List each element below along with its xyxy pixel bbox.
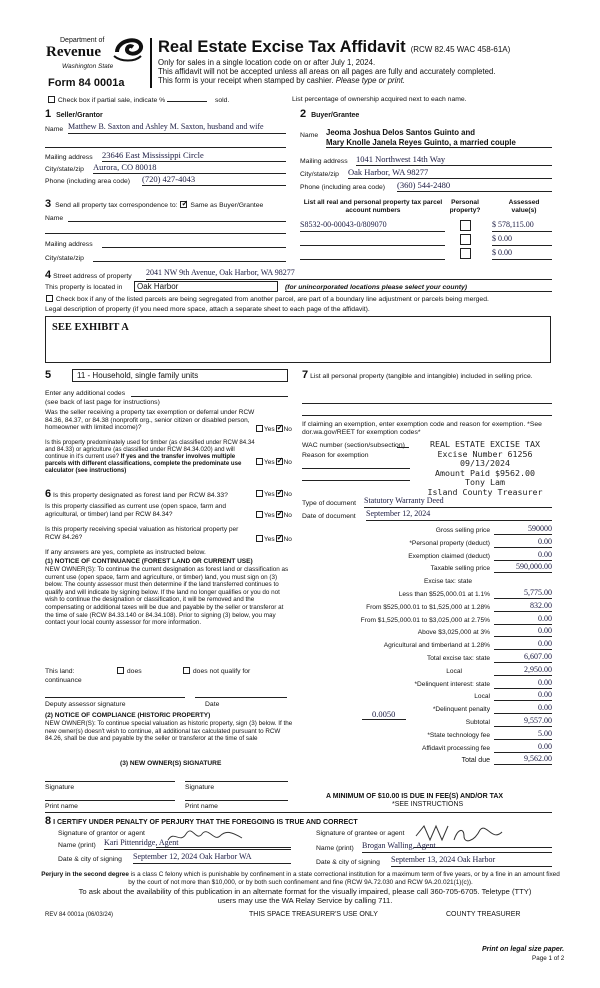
street-row	[45, 269, 132, 281]
deputy-signature-field[interactable]	[45, 697, 185, 698]
legal-description-box[interactable]	[45, 316, 551, 363]
owner-printname-label-2: Print name	[185, 803, 218, 810]
owner-signature-field-2[interactable]	[185, 781, 288, 782]
tax-row-label: Subtotal	[465, 719, 490, 726]
legal-label: Legal description of property (if you need more space, attach a separate sheet to each page of the affidavit).	[45, 306, 370, 313]
timber-no-checkbox[interactable]	[276, 458, 283, 465]
timber-question-note: If yes and the transfer involves multiple parcels with different classifications, complete the predominate use calculator (see instructions)	[45, 453, 242, 474]
notice1-title: (1) NOTICE OF CONTINUANCE (FOREST LAND OR CURRENT USE)	[45, 558, 253, 565]
alt-format-note: To ask about the availability of this publication in an alternate format for the visually impaired, please call 360-705-6705. Teletype (TTY) users may use the WA Relay Service by calling 711.	[78, 887, 532, 905]
perjury-text: is a class C felony which is punishable by confinement in a state correctional institution for a maximum term of five years, or by a fine in an amount fixed by the court of not more than $10,000, or by both such confinement and fine (RCW 9A.72.030 and RCW 9A.20.021(1)(c)).	[128, 871, 560, 886]
grantee-name-label: Name (print)	[316, 845, 354, 852]
additional-codes-field[interactable]	[131, 388, 288, 397]
header-note3-prefix: This form is your receipt when stamped by cashier.	[158, 76, 334, 85]
stamp-line3: 09/13/2024	[460, 458, 510, 468]
header-note3-suffix: Please type or print.	[335, 76, 406, 85]
section4-number: 4	[45, 269, 52, 281]
partial-sale-row	[47, 96, 229, 104]
corr-city-field[interactable]	[93, 252, 286, 262]
segregated-label: Check box if any of the listed parcels are being segregated from another parcel, are part of a boundary line adjustment or parcels being merged.	[55, 296, 489, 303]
correspondence-section-number: 3	[45, 198, 52, 210]
assessed-value[interactable]: $ 0.00	[492, 248, 552, 260]
corr-name-field[interactable]	[68, 212, 286, 222]
tax-row-label: *Personal property (deduct)	[409, 539, 490, 547]
section8-divider	[45, 812, 552, 813]
grantor-name-label: Name (print)	[58, 842, 96, 849]
see-instructions: *SEE INSTRUCTIONS	[392, 801, 464, 808]
tax-row-label: Total due	[461, 757, 490, 765]
segregated-checkbox[interactable]	[46, 295, 53, 302]
does-qualify-checkbox[interactable]	[117, 667, 124, 674]
exemption-no-checkbox[interactable]	[276, 425, 283, 432]
tax-row-value[interactable]: 9,562.00	[494, 754, 552, 765]
seller-heading	[45, 108, 103, 120]
seller-phone-label: Phone (including area code)	[45, 178, 131, 185]
tax-row-value[interactable]: 0.00	[494, 626, 552, 637]
timber-yes-label: Yes	[264, 459, 275, 466]
corr-name-label: Name	[45, 215, 64, 222]
located-select[interactable]: Oak Harbor	[134, 281, 278, 292]
tax-row-value[interactable]: 0.00	[494, 742, 552, 753]
section5-number: 5	[45, 369, 52, 381]
personal-col-header: Personal property?	[449, 199, 481, 214]
grantor-date-field[interactable]: September 12, 2024 Oak Harbor WA	[133, 852, 291, 864]
tax-row-value[interactable]: 0.00	[494, 639, 552, 650]
forest-question-text: Is this property designated as forest land per RCW 84.33?	[53, 492, 228, 499]
exemption-claim-label: If claiming an exemption, enter exemption code and reason for exemption. *See dor.wa.gov/REET for exemption codes*	[302, 421, 542, 436]
buyer-title: Buyer/Grantee	[311, 112, 360, 119]
grantee-date-field[interactable]: September 13, 2024 Oak Harbor	[391, 855, 552, 867]
owner-signature-field-1[interactable]	[45, 781, 175, 782]
grantor-sig-label: Signature of grantor or agent	[58, 830, 145, 837]
use-code-select[interactable]: 11 - Household, single family units	[72, 369, 288, 382]
grantee-date-label: Date & city of signing	[316, 859, 380, 866]
tax-row-label: Affidavit processing fee	[421, 744, 490, 752]
exemption-yes-label: Yes	[264, 426, 275, 433]
corr-city-label: City/state/zip	[45, 255, 84, 262]
historic-yn	[255, 535, 292, 543]
buyer-name-label: Name	[300, 132, 319, 139]
stamp-line6: Island County Treasurer	[427, 486, 543, 497]
seller-city-label: City/state/zip	[45, 166, 84, 173]
exemption-question: Was the seller receiving a property tax exemption or deferral under RCW 84.36, 84.37, or 84.38 (nonprofit org., senior citizen or disabled person, homeowner with limited income)?	[45, 409, 255, 431]
timber-question	[45, 439, 257, 474]
notice1-body: NEW OWNER(S): To continue the current designation as forest land or classification as current use (open space, farm and agriculture, or timber) land, you must sign on (3) below. The county assessor must then determine if the land transferred continues to qualify and will indicate by signing below. If the land no longer qualifies or you do not wish to continue the designation or classification, it will be removed and the compensating or additional taxes will be due and payable by the seller or transferor at the time of sale (RCW 84.33.140 or 84.34.108). Prior to signing (3) below, you may contact your local county assessor for more information.	[45, 566, 289, 627]
tax-row-value[interactable]: 2,950.00	[494, 665, 552, 676]
tax-row-label: Gross selling price	[435, 527, 490, 534]
tax-row-label: Local	[446, 667, 462, 675]
partial-sale-percent[interactable]	[167, 101, 207, 102]
tax-row-label: Above $3,025,000 at 3%	[417, 629, 490, 637]
tax-row-value[interactable]: 0.00	[494, 614, 552, 625]
assessed-value[interactable]: $ 0.00	[492, 234, 552, 246]
certify-heading	[45, 815, 358, 827]
does-not-qualify-checkbox[interactable]	[183, 667, 190, 674]
parcel-number[interactable]	[300, 248, 445, 260]
tax-row-value[interactable]: 5,775.00	[494, 588, 552, 599]
dor-logo	[38, 34, 146, 94]
buyer-city-label: City/state/zip	[300, 171, 339, 178]
certify-text: I CERTIFY UNDER PENALTY OF PERJURY THAT THE FOREGOING IS TRUE AND CORRECT	[53, 819, 358, 826]
current-use-no-checkbox[interactable]	[276, 511, 283, 518]
this-land-label: This land:	[45, 668, 75, 675]
tax-row-label: Exemption claimed (deduct)	[408, 552, 490, 560]
current-use-yes-label: Yes	[264, 512, 275, 519]
parcel-number[interactable]	[300, 234, 445, 246]
continuance-label: continuance	[45, 677, 82, 684]
state-name: Washington State	[62, 63, 114, 70]
tax-row-label: *Delinquent penalty	[432, 706, 490, 714]
does-option	[116, 667, 142, 675]
owner-signature-label-2: Signature	[185, 784, 215, 791]
historic-no-label: No	[283, 536, 292, 543]
stamp-line5: Tony Lam	[465, 477, 505, 487]
partial-sale-suffix: sold.	[214, 97, 230, 104]
exemption-no-label: No	[283, 426, 292, 433]
wac-label: WAC number (section/subsection)	[302, 442, 405, 449]
personal-property-line-2[interactable]	[302, 408, 552, 416]
grantee-sig-label: Signature of grantee or agent	[316, 830, 405, 837]
deputy-signature-label: Deputy assessor signature	[45, 701, 126, 708]
doc-date-field[interactable]: September 12, 2024	[366, 509, 552, 521]
historic-yes-label: Yes	[264, 536, 275, 543]
form-title-ref: (RCW 82.45 WAC 458-61A)	[410, 45, 511, 54]
corr-mailing-label: Mailing address	[45, 241, 93, 248]
buyer-city-field[interactable]: Oak Harbor, WA 98277	[348, 167, 552, 179]
forest-question	[45, 488, 228, 500]
page-number: Page 1 of 2	[532, 955, 565, 962]
buyer-section-number: 2	[300, 108, 307, 120]
additional-codes-note: (see back of last page for instructions)	[45, 399, 160, 406]
tax-row-value[interactable]: 0.00	[494, 678, 552, 689]
buyer-mailing-label: Mailing address	[300, 158, 348, 165]
form-title: Real Estate Excise Tax Affidavit	[158, 38, 406, 56]
current-use-yn	[255, 511, 292, 519]
grantor-name-field[interactable]: Kari Pittenridge, Agent	[104, 838, 291, 850]
tax-row-label: Taxable selling price	[430, 565, 490, 573]
stamp-line4: Amount Paid $9562.00	[435, 467, 535, 478]
stamp-line2: Excise Number 61256	[437, 448, 533, 459]
tax-row-label: Local	[474, 693, 490, 701]
historic-no-checkbox[interactable]	[276, 535, 283, 542]
seller-phone-field[interactable]: (720) 427-4043	[142, 174, 286, 186]
dept-line2: Revenue	[46, 44, 101, 60]
parcel-col-header: List all real and personal property tax parcel account numbers	[303, 199, 443, 214]
exemption-yn	[255, 425, 292, 433]
tax-row-label: Total excise tax: state	[426, 655, 490, 662]
header-note2: This affidavit will not be accepted unless all areas on all pages are fully and accurately completed.	[158, 67, 496, 76]
dept-line1: Department of	[60, 37, 105, 44]
personal-property-checkbox[interactable]	[460, 220, 471, 231]
grantee-name-field[interactable]: Brogan Walling, Agent	[362, 841, 552, 853]
owner-signature-title: (3) NEW OWNER(S) SIGNATURE	[120, 760, 222, 767]
segregated-row	[45, 295, 489, 303]
rev-number: REV 84 0001a (06/03/24)	[45, 912, 114, 918]
reason-label: Reason for exemption	[302, 452, 369, 459]
tax-row-value[interactable]: 0.00	[494, 703, 552, 714]
tax-row-value[interactable]: 832.00	[494, 601, 552, 612]
tax-row-value[interactable]: 6,607.00	[494, 652, 552, 663]
section8-number: 8	[45, 815, 52, 827]
personal-property-line-1[interactable]	[302, 396, 552, 404]
legal-description-text: SEE EXHIBIT A	[52, 322, 129, 333]
located-line	[285, 291, 552, 292]
reason-line-1[interactable]	[302, 468, 410, 469]
corr-name-line2[interactable]	[45, 226, 286, 234]
forest-no-checkbox[interactable]	[276, 490, 283, 497]
parcel-number[interactable]: S8532-00-00043-0/809070	[300, 220, 445, 232]
section7-label: List all personal property (tangible and intangible) included in selling price.	[310, 373, 533, 380]
dor-swirl-icon	[111, 34, 145, 64]
assessed-value[interactable]: $ 578,115.00	[492, 220, 552, 232]
street-label: Street address of property	[53, 273, 132, 280]
form-number: Form 84 0001a	[48, 77, 125, 89]
current-use-no-label: No	[283, 512, 292, 519]
header-note1: Only for sales in a single location code on or after July 1, 2024.	[158, 58, 376, 67]
forest-yes-label: Yes	[264, 491, 275, 498]
historic-question: Is this property receiving special valuation as historical property per RCW 84.26?	[45, 526, 239, 541]
tax-row-value[interactable]: 590000	[494, 524, 552, 535]
buyer-phone-field[interactable]: (360) 544-2480	[397, 180, 552, 192]
tax-row-value[interactable]: 5.00	[494, 729, 552, 740]
tax-row-label: *Delinquent interest: state	[414, 680, 490, 688]
tax-row-value[interactable]: 9,557.00	[494, 716, 552, 727]
local-rate-line	[362, 719, 406, 720]
buyer-phone-label: Phone (including area code)	[300, 184, 386, 191]
forest-yes-checkbox[interactable]	[256, 490, 263, 497]
section7-heading	[302, 369, 552, 381]
doc-date-label: Date of document	[302, 513, 356, 520]
buyer-name-line2[interactable]: Mary Knolle Janela Reyes Guinto, a married couple	[326, 138, 552, 148]
seller-title: Seller/Grantor	[56, 112, 103, 119]
section6-number: 6	[45, 488, 52, 500]
correspondence-heading	[45, 198, 263, 210]
additional-codes-label: Enter any additional codes	[45, 390, 126, 397]
perjury-note	[38, 871, 563, 886]
notice2-body: NEW OWNER(S): To continue special valuation as historic property, sign (3) below. If the new owner(s) doesn't wish to continue, all additional tax calculated pursuant to RCW 84.26, shall be due and payable by the seller or transferor at the time of sale	[45, 720, 293, 743]
minimum-fee-note: A MINIMUM OF $10.00 IS DUE IN FEE(S) AND/OR TAX	[326, 793, 504, 800]
seller-section-number: 1	[45, 108, 52, 120]
tax-row-value[interactable]: 0.00	[494, 537, 552, 548]
owner-printname-field-1[interactable]	[45, 800, 175, 801]
treasurer-stamp	[410, 440, 560, 497]
tax-row-label: *State technology fee	[427, 731, 490, 739]
seller-mailing-label: Mailing address	[45, 154, 93, 161]
ownership-note: List percentage of ownership acquired next to each name.	[292, 96, 467, 103]
tax-row-label: Less than $525,000.01 at 1.1%	[398, 591, 490, 598]
forest-yn	[255, 490, 292, 498]
buyer-mailing-field[interactable]: 1041 Northwest 14th Way	[356, 154, 552, 166]
timber-question-text: Is this property predominately used for timber (as classified under RCW 84.34 and 84.33) or agriculture (as classified under RCW 84.34.020) and will continue in it's current use?	[45, 439, 255, 460]
reason-line-2[interactable]	[302, 480, 410, 481]
seller-name-label: Name	[45, 126, 64, 133]
personal-property-checkbox[interactable]	[460, 234, 471, 245]
owner-signature-label-1: Signature	[45, 784, 75, 791]
forest-no-label: No	[283, 491, 292, 498]
same-as-buyer-checkbox[interactable]	[180, 201, 187, 208]
partial-sale-label: Check box if partial sale, indicate %	[57, 97, 166, 104]
stamp-line1: REAL ESTATE EXCISE TAX	[430, 439, 540, 449]
section7-number: 7	[302, 369, 309, 381]
doc-type-label: Type of document	[302, 500, 357, 507]
yes-instruction: If any answers are yes, complete as instructed below.	[45, 549, 206, 556]
seller-name-field[interactable]: Matthew B. Saxton and Ashley M. Saxton, husband and wife	[68, 122, 286, 134]
timber-no-label: No	[283, 459, 292, 466]
tax-row-value[interactable]: 0.00	[494, 550, 552, 561]
form-title-row	[158, 38, 510, 57]
buyer-heading	[300, 108, 359, 120]
legal-paper-note: Print on legal size paper.	[482, 946, 565, 953]
notice2-title: (2) NOTICE OF COMPLIANCE (HISTORIC PROPERTY)	[45, 712, 211, 719]
personal-property-checkbox[interactable]	[460, 248, 471, 259]
timber-yes-checkbox[interactable]	[256, 458, 263, 465]
header-note3	[158, 76, 405, 85]
owner-printname-field-2[interactable]	[185, 800, 288, 801]
grantor-date-label: Date & city of signing	[58, 856, 122, 863]
seller-mailing-field[interactable]: 23646 East Mississippi Circle	[102, 150, 286, 162]
buyer-name-line1[interactable]: Jeoma Joshua Delos Santos Guinto and	[326, 128, 476, 137]
current-use-yes-checkbox[interactable]	[256, 511, 263, 518]
historic-yes-checkbox[interactable]	[256, 535, 263, 542]
perjury-bold: Perjury in the second degree	[41, 871, 129, 878]
local-rate[interactable]: 0.0050	[372, 709, 396, 719]
assessed-col-header: Assessed value(s)	[508, 199, 540, 214]
doc-type-field[interactable]: Statutory Warranty Deed	[364, 496, 552, 508]
does-not-label: does not qualify for	[192, 668, 251, 675]
deputy-date-field[interactable]	[195, 697, 287, 698]
does-not-option	[182, 667, 250, 675]
tax-row-value[interactable]: 590,000.00	[494, 562, 552, 573]
exemption-yes-checkbox[interactable]	[256, 425, 263, 432]
header-divider	[150, 38, 152, 88]
street-field[interactable]: 2041 NW 9th Avenue, Oak Harbor, WA 98277	[146, 268, 552, 280]
tax-row-label: From $1,525,000.01 to $3,025,000 at 2.75%	[360, 616, 490, 624]
treasurer-use-label: THIS SPACE TREASURER'S USE ONLY	[249, 911, 378, 918]
wac-field[interactable]	[397, 440, 409, 448]
tax-row-label: From $525,000.01 to $1,525,000 at 1.28%	[366, 603, 490, 611]
partial-sale-checkbox[interactable]	[48, 96, 55, 103]
county-treasurer-label: COUNTY TREASURER	[446, 911, 521, 918]
does-label: does	[126, 668, 142, 675]
deputy-date-label: Date	[205, 701, 220, 708]
located-note: (for unincorporated locations please select your county)	[285, 284, 468, 291]
tax-row-label: Agricultural and timberland at 1.28%	[383, 642, 490, 650]
owner-printname-label-1: Print name	[45, 803, 78, 810]
seller-city-field[interactable]: Aurora, CO 80018	[93, 162, 286, 174]
corr-mailing-field[interactable]	[102, 238, 286, 248]
current-use-question: Is this property classified as current use (open space, farm and agricultural, or timber) land per RCW 84.34?	[45, 503, 227, 518]
seller-name-line2[interactable]	[45, 140, 286, 148]
timber-yn	[255, 458, 292, 466]
tax-row-label: Excise tax: state	[423, 578, 472, 586]
same-as-buyer-label: Same as Buyer/Grantee	[190, 202, 264, 209]
correspondence-label: Send all property tax correspondence to:	[55, 202, 178, 209]
tax-row-value[interactable]: 0.00	[494, 690, 552, 701]
located-label: This property is located in	[45, 284, 123, 291]
